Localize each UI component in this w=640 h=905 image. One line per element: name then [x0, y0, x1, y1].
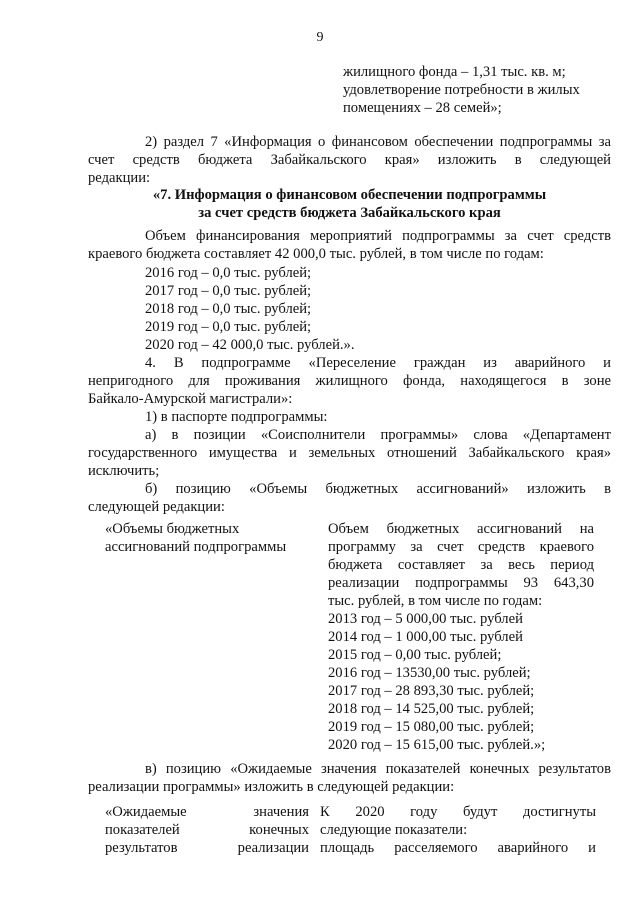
item4-line: а) в позиции «Соисполнители программы» слова «Департамент	[145, 427, 611, 443]
table1-right-cell: реализации подпрограммы 93 643,30	[328, 575, 594, 591]
section-heading: за счет средств бюджета Забайкальского края	[198, 205, 501, 221]
top-continuation-line: жилищного фонда – 1,31 тыс. кв. м;	[343, 64, 566, 80]
table1-year-line: 2013 год – 5 000,00 тыс. рублей	[328, 611, 523, 627]
table1-year-line: 2014 год – 1 000,00 тыс. рублей	[328, 629, 523, 645]
item-v-line: в) позицию «Ожидаемые значения показателей конечных результатов	[145, 761, 611, 777]
funding-paragraph-line: Объем финансирования мероприятий подпрограммы за счет средств	[145, 228, 611, 244]
section-heading: «7. Информация о финансовом обеспечении подпрограммы	[152, 187, 547, 203]
table2-left-cell: результатов реализации	[105, 840, 309, 856]
item4-line: 1) в паспорте подпрограммы:	[145, 409, 328, 425]
item4-line: непригодного для проживания жилищного фонда, находящегося в зоне	[88, 373, 611, 389]
funding-paragraph-line: краевого бюджета составляет 42 000,0 тыс. рублей, в том числе по годам:	[88, 246, 544, 262]
table2-right-cell: площадь расселяемого аварийного и	[320, 840, 596, 856]
item4-line: исключить;	[88, 463, 160, 479]
table2-right-cell: К 2020 году будут достигнуты	[320, 804, 596, 820]
item4-line: следующей редакции:	[88, 499, 225, 515]
funding-year-line: 2020 год – 42 000,0 тыс. рублей.».	[145, 337, 355, 353]
section2-line: 2) раздел 7 «Информация о финансовом обеспечении подпрограммы за	[145, 134, 611, 150]
table1-left-cell: ассигнований подпрограммы	[105, 539, 287, 555]
item4-line: б) позицию «Объемы бюджетных ассигнований» изложить в	[145, 481, 611, 497]
page-number: 9	[316, 30, 324, 45]
item4-line: 4. В подпрограмме «Переселение граждан из аварийного и	[145, 355, 611, 371]
table1-year-line: 2019 год – 15 080,00 тыс. рублей;	[328, 719, 535, 735]
table1-right-cell: тыс. рублей, в том числе по годам:	[328, 593, 543, 609]
table1-right-cell: бюджета составляет за весь период	[328, 557, 594, 573]
table2-left-cell: «Ожидаемые значения	[105, 804, 309, 820]
funding-year-line: 2017 год – 0,0 тыс. рублей;	[145, 283, 312, 299]
table1-right-cell: Объем бюджетных ассигнований на	[328, 521, 594, 537]
funding-year-line: 2018 год – 0,0 тыс. рублей;	[145, 301, 312, 317]
table2-right-cell: следующие показатели:	[320, 822, 468, 838]
table1-left-cell: «Объемы бюджетных	[105, 521, 240, 537]
top-continuation-line: удовлетворение потребности в жилых	[343, 82, 580, 98]
table1-year-line: 2017 год – 28 893,30 тыс. рублей;	[328, 683, 535, 699]
funding-year-line: 2019 год – 0,0 тыс. рублей;	[145, 319, 312, 335]
section2-line: редакции:	[88, 170, 151, 186]
table1-right-cell: программу за счет средств краевого	[328, 539, 594, 555]
top-continuation-line: помещениях – 28 семей»;	[343, 100, 502, 116]
table1-year-line: 2015 год – 0,00 тыс. рублей;	[328, 647, 502, 663]
table2-left-cell: показателей конечных	[105, 822, 309, 838]
funding-year-line: 2016 год – 0,0 тыс. рублей;	[145, 265, 312, 281]
table1-year-line: 2016 год – 13530,00 тыс. рублей;	[328, 665, 531, 681]
section2-line: счет средств бюджета Забайкальского края» изложить в следующей	[88, 152, 611, 168]
table1-year-line: 2020 год – 15 615,00 тыс. рублей.»;	[328, 737, 546, 753]
table1-year-line: 2018 год – 14 525,00 тыс. рублей;	[328, 701, 535, 717]
item4-line: государственного имущества и земельных отношений Забайкальского края»	[88, 445, 611, 461]
item-v-line: реализации программы» изложить в следующей редакции:	[88, 779, 455, 795]
item4-line: Байкало-Амурской магистрали»:	[88, 391, 293, 407]
